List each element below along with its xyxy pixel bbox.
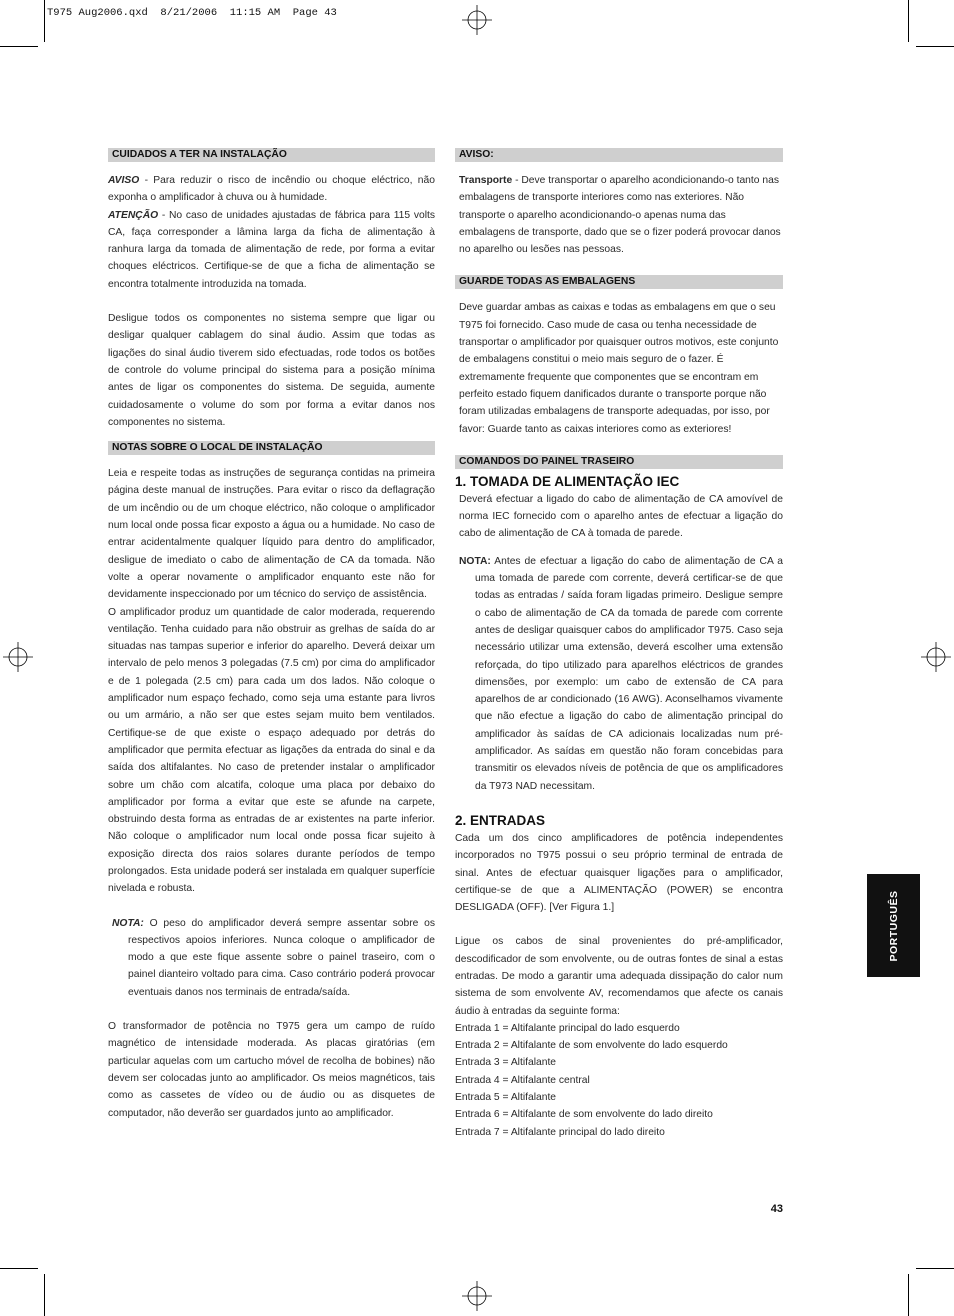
crop-mark-tl-v [44,0,45,42]
atencao-text: - No caso de unidades ajustadas de fábrica para 115 volts CA, faça corresponder a lâmina larga da ficha de alimentação à ranhura larga da tomada de alimentação de rede, por forma a evitar choques eléctricos. Certifique-se de que a ficha de alimentação se encontra totalmente introduzida na tomada. [108,209,435,290]
tomada-nota-text: Antes de efectuar a ligação do cabo de alimentação de CA a uma tomada de parede com corrente, deverá certificar-se de que todas as entradas / saída foram ligadas primeiro. Desligue sempre o cabo de alimentação de CA da tomada de parede com corrente antes de desligar quaisquer cabos do amplificador T975. Caso seja necessário utilizar uma extensão, deverá escolher uma extensão reforçada, do tipo utilizado para aparelhos eléctricos de grandes dimensões, por exemplo: um cabo de extensão de CA para aparelhos de ar condicionado (16 AWG). Aconselhamos vivamente que não efectue a ligação do cabo de alimentação principal do amplificador às saídas de CA adicionais localizadas num pré-amplificador. As saídas em questão não foram concebidas para transmitir os elevados níveis de potência de que os amplificadores da T973 NAD necessitam. [475,555,783,792]
input-assignment-item: Entrada 1 = Altifalante principal do lado esquerdo [455,1022,680,1034]
crop-mark-br-h [916,1268,954,1269]
tomada-heading: 1. TOMADA DE ALIMENTAÇÃO IEC [455,473,680,489]
language-tab-label: PORTUGUÊS [887,889,900,962]
input-assignment-item: Entrada 4 = Altifalante central [455,1074,590,1086]
print-slug: T975 Aug2006.qxd 8/21/2006 11:15 AM Page 43 [47,7,337,19]
entradas-heading: 2. ENTRADAS [455,812,546,828]
section-heading-cuidados: CUIDADOS A TER NA INSTALAÇÃO [108,148,435,162]
transporte-label: Transporte [459,175,513,186]
crop-mark-tl-h [0,46,38,47]
crop-mark-bl-h [0,1268,38,1269]
aviso-paragraph [108,172,435,207]
nota-text: O peso do amplificador deverá sempre assentar sobre os respectivos apoios inferiores. Nunca coloque o amplificador de modo a que este fique assente sobre o painel traseiro, com o painel dianteiro voltado para cima. Caso contrário poderá provocar eventuais danos nos terminais de entrada/saída. [128,917,435,998]
left-column [108,148,435,1122]
nota-paragraph [108,915,435,1001]
atencao-label: ATENÇÃO [108,209,159,221]
registration-mark-left-icon [3,642,33,672]
section-heading-comandos: COMANDOS DO PAINEL TRASEIRO [455,455,783,469]
tomada-nota-label: NOTA: [459,555,491,567]
leia-paragraph: Leia e respeite todas as instruções de segurança contidas na primeira página deste manual de instruções. Para evitar o risco da deflagração de um incêndio ou de um choque eléctrico, não coloque o amplificador num local onde possa ficar exposto a água ou a humidade. No caso de entrar acidentalmente qualquer líquido para dentro do amplificador, desligue de imediato o cabo de alimentação de CA da tomada. Não volte a operar novamente o amplificador enquanto este não for devidamente inspeccionado por um técnico do serviço de assistência. [108,468,435,601]
registration-mark-bottom-icon [462,1281,492,1311]
nota-label: NOTA: [112,917,144,929]
section-heading-notas: NOTAS SOBRE O LOCAL DE INSTALAÇÃO [108,441,435,455]
right-column [455,148,783,1141]
crop-mark-br-v [908,1274,909,1316]
cada-paragraph: Cada um dos cinco amplificadores de potência independentes incorporados no T975 possui o seu próprio terminal de entrada de sinal. Antes de efectuar quaisquer ligações para o amplificador, certifique-se de que a ALIMENTAÇÃO (POWER) se encontra DESLIGADA (OFF). [Ver Figura 1.] [455,832,783,914]
section-heading-guarde: GUARDE TODAS AS EMBALAGENS [455,275,783,289]
input-assignment-item: Entrada 3 = Altifalante [455,1057,557,1069]
crop-mark-tr-v [908,0,909,42]
section-heading-aviso: AVISO: [455,148,783,162]
tomada-nota-paragraph [455,553,783,795]
input-assignment-list [455,1020,783,1141]
aviso-label: AVISO [108,175,140,186]
transformador-paragraph: O transformador de potência no T975 gera um campo de ruído magnético de intensidade moderada. As placas giratórias (em particular aquelas com um cartucho móvel de recolha de bobines) não devem ser colocadas junto ao amplificador. Os meios magnéticos, tais como as cassetes de vídeo ou de áudio ou as disquetes de computador, não deverão ser guardados junto ao amplificador. [108,1021,435,1119]
aviso-text: - Para reduzir o risco de incêndio ou choque eléctrico, não exponha o amplificador à chuva ou à humidade. [108,175,435,204]
crop-mark-tr-h [916,46,954,47]
registration-mark-right-icon [921,642,951,672]
crop-mark-bl-v [44,1274,45,1316]
registration-mark-top-icon [462,5,492,35]
tomada-paragraph: Deverá efectuar a ligado do cabo de alimentação de CA amovível de norma IEC fornecido com o aparelho antes de efectuar a ligação do cabo de alimentação de CA à tomada de parede. [459,493,783,540]
transporte-text: - Deve transportar o aparelho acondicionando-o tanto nas embalagens de transporte interiores como nas exteriores. Não transporte o aparelho acondicionando-o apenas numa das embalagens de transporte, dado que se o fizer poderá provocar danos no aparelho ou lesões nas pessoas. [459,175,781,256]
transporte-paragraph [455,172,783,258]
guarde-paragraph: Deve guardar ambas as caixas e todas as embalagens em que o seu T975 foi fornecido. Caso mude de casa ou tenha necessidade de transportar o amplificador por quaisquer outros motivos, este conjunto de embalagens constitui o meio mais seguro de o fazer. É extremamente frequente que componentes que se encontram em perfeito estado fiquem danificados durante o transporte porque não foram utilizadas embalagens de transporte adequadas, por isso, por favor: Guarde tanto as caixas interiores como as exteriores! [459,302,779,435]
desligue-paragraph: Desligue todos os componentes no sistema sempre que ligar ou desligar qualquer cablagem do sinal áudio. Assim que todas as ligações do sinal áudio tiverem sido efectuadas, rode todos os botões de controle do volume principal do sistema para a posição mínima antes de ligar os componentes do sistema. De seguida, aumente cuidadosamente o volume do som por forma a evitar danos nos componentes no sistema. [108,313,435,428]
input-assignment-item: Entrada 5 = Altifalante [455,1092,557,1104]
language-tab [867,874,920,977]
produz-paragraph: O amplificador produz um quantidade de calor moderada, requerendo ventilação. Tenha cuidado para não obstruir as grelhas de saída do ar situadas nas tampas superior e inferior do aparelho. Deverá deixar um intervalo de pelo menos 3 polegadas (7.5 cm) por cima do amplificador e de 1 polegada (2.5 cm) para cada um dos lados. Não coloque o amplificador num espaço fechado, como seja uma estante para livros ou um armário, a não ser que estes sejam muito bem ventilados. Certifique-se de que existe o espaço adequado por detrás do amplificador que permita efectuar as ligações da entrada do sinal e da saída dos altifalantes. No caso de pretender instalar o amplificador sobre um chão com alcatifa, coloque uma placa por debaixo do amplificador por forma a evitar que este se afunde na carpete, obstruindo desta forma as entradas de ar existentes na parte inferior. Não coloque o amplificador num local onde possa ficar sujeito à exposição directa dos raios solares durante períodos de tempo prolongados. Esta unidade poderá ser instalada em qualquer superfície nivelada e robusta. [108,606,435,895]
ligue-paragraph: Ligue os cabos de sinal provenientes do pré-amplificador, descodificador de som envolvente, ou de outras fontes de sinal a estas entradas. De modo a garantir uma adequada dissipação do calor num sistema de som envolvente AV, recomendamos que afecte os canais áudio à entradas da seguinte forma: [455,936,783,1017]
input-assignment-item: Entrada 6 = Altifalante de som envolvente do lado direito [455,1109,713,1121]
atencao-paragraph [108,207,435,293]
input-assignment-item: Entrada 2 = Altifalante de som envolvente do lado esquerdo [455,1040,728,1052]
input-assignment-item: Entrada 7 = Altifalante principal do lado direito [455,1126,665,1138]
page-number: 43 [770,1203,783,1215]
